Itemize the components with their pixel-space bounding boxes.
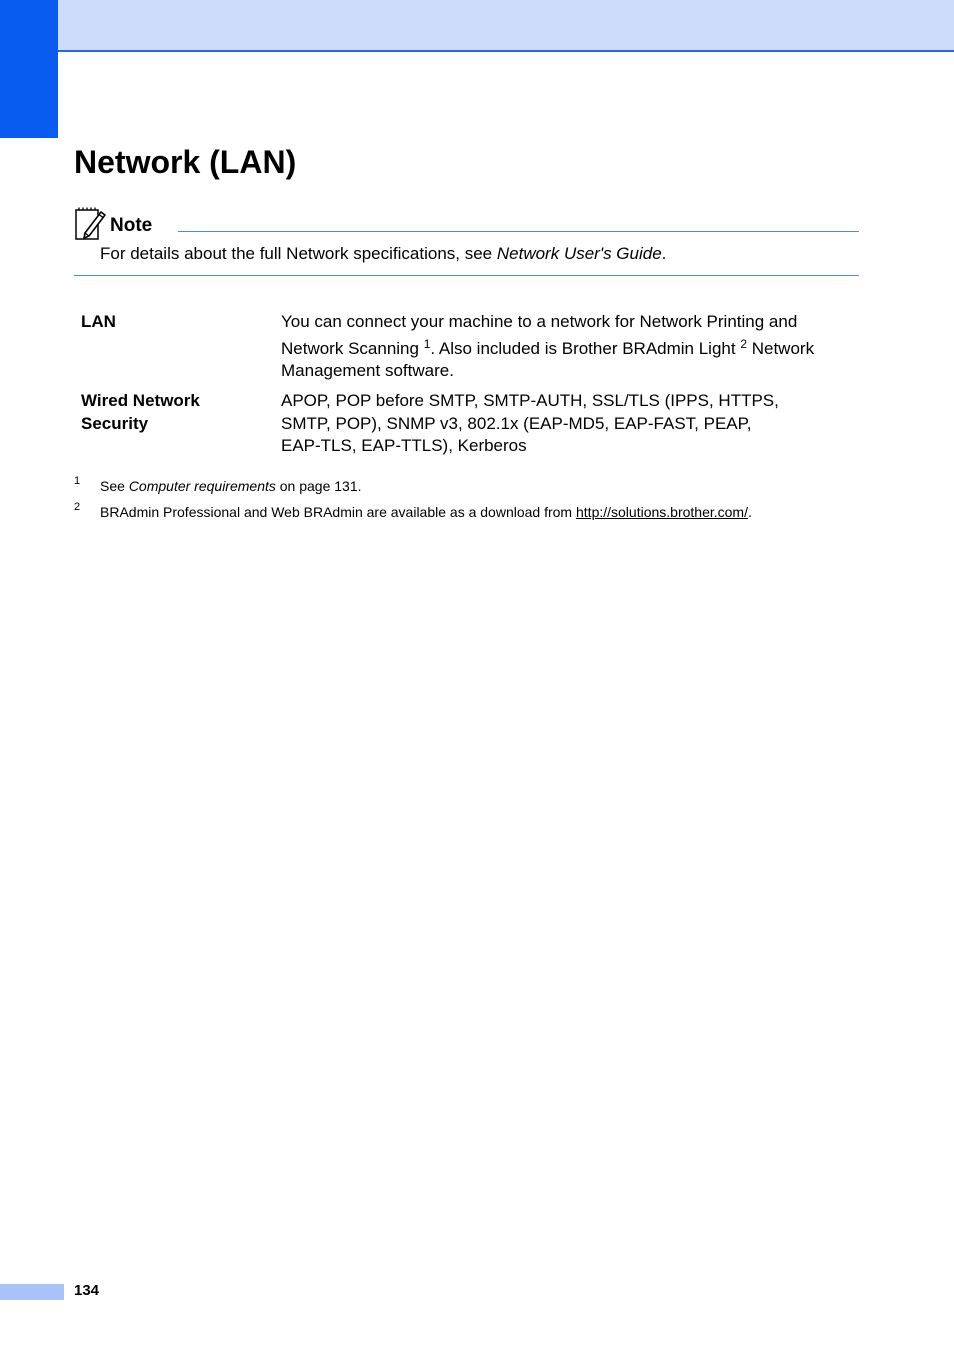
footnote-2: BRAdmin Professional and Web BRAdmin are available as a download from http://solutions.brother.com/. (100, 504, 752, 520)
footnote-number: 2 (74, 501, 81, 513)
footnote-ref-1: 1 (423, 336, 431, 351)
note-text: For details about the full Network specifications, see Network User's Guide. (100, 244, 667, 263)
footnote-1: See Computer requirements on page 131. (100, 478, 362, 494)
note-label: Note (110, 215, 153, 236)
note-divider-top (178, 231, 859, 232)
note-pencil-icon (74, 207, 106, 241)
spec-label-wired-security: Wired Network Security (81, 391, 200, 433)
spec-value-wired-security: APOP, POP before SMTP, SMTP-AUTH, SSL/TLS (IPPS, HTTPS, SMTP, POP), SNMP v3, 802.1x (EAP-MD5, EAP-FAST, PEAP, EAP-TLS, EAP-TTLS), Kerberos (281, 391, 779, 455)
page-number: 134 (74, 1282, 100, 1299)
header-bar (58, 0, 954, 52)
note-divider-bottom (74, 275, 859, 276)
footnote-number: 1 (74, 475, 81, 487)
chapter-tab (0, 0, 58, 138)
spec-label-lan: LAN (81, 312, 116, 331)
footnote-ref-2: 2 (740, 336, 747, 351)
spec-value-lan: You can connect your machine to a network for Network Printing and Network Scanning $^1$. Also included is Brother BRAdmin Light $^2$ Network Management software. (281, 312, 815, 380)
page-number-bar (0, 1284, 64, 1300)
solutions-link[interactable]: http://solutions.brother.com/ (576, 504, 748, 520)
page-title: Network (LAN) (74, 144, 297, 180)
